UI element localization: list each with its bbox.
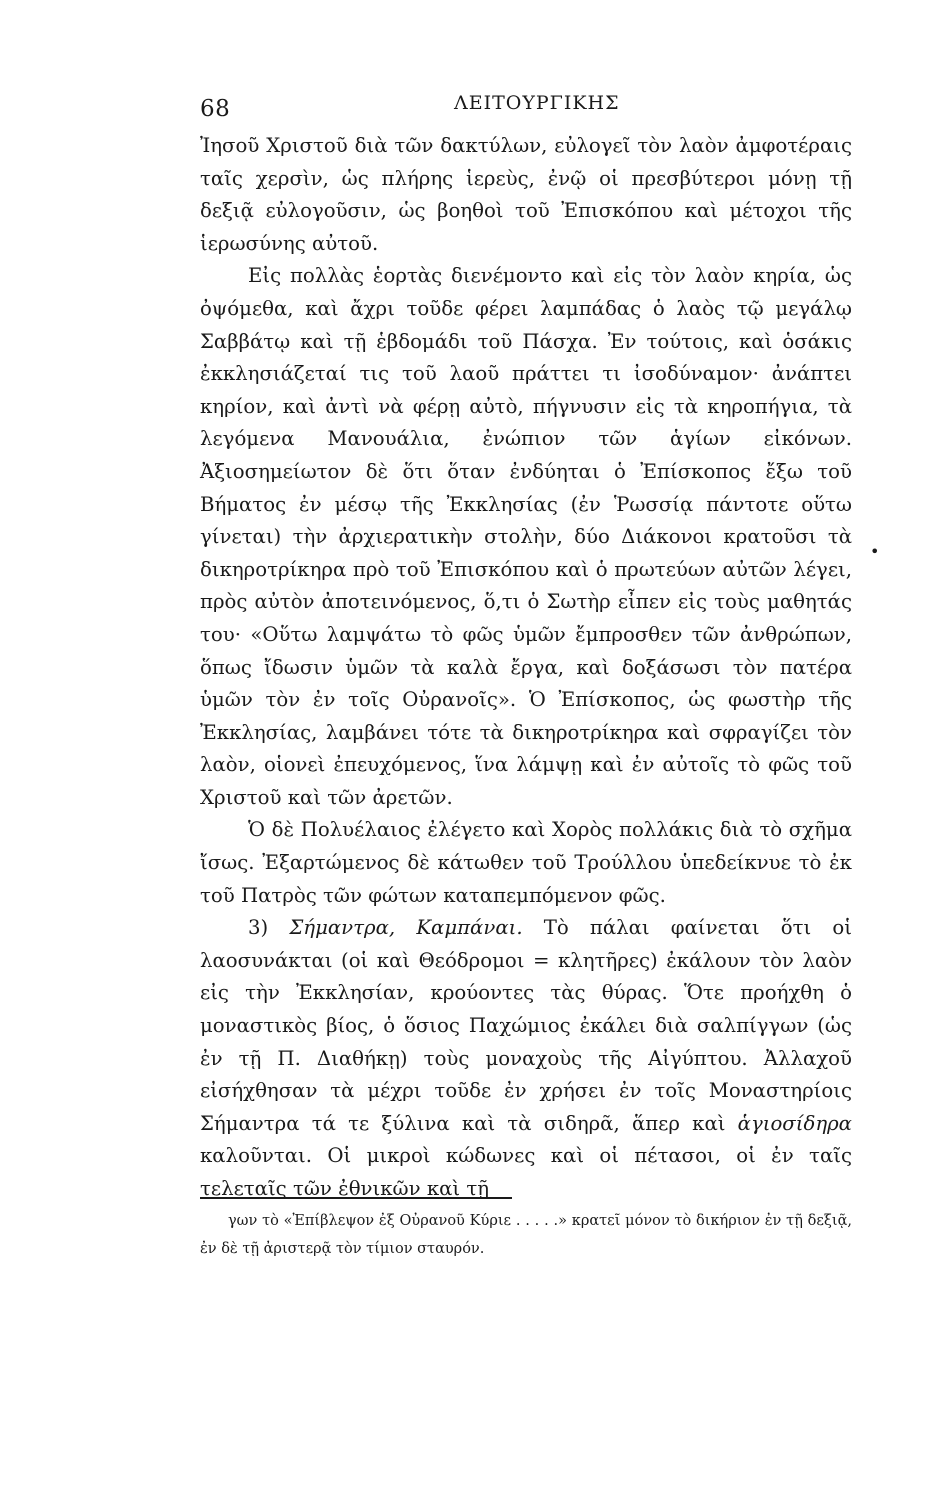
- page-header: [200, 92, 860, 132]
- footnotes: [200, 1207, 852, 1263]
- section-text-end: καλοῦνται. Οἱ μικροὶ κώδωνες καὶ οἱ πέτασοι, οἱ ἐν ταῖς τελεταῖς τῶν ἐθνικῶν καὶ τῇ: [200, 1144, 852, 1200]
- running-head: ΛΕΙΤΟΥΡΓΙΚΗΣ: [454, 92, 620, 114]
- footnote-divider: [200, 1197, 512, 1199]
- section-number: 3): [248, 916, 269, 940]
- page-number: 68: [200, 96, 231, 122]
- paragraph-semantra: [200, 912, 852, 1205]
- section-text: Τὸ πάλαι φαίνεται ὅτι οἱ λαοσυνάκται (οἱ καὶ Θεόδρομοι = κλητῆρες) ἐκάλουν τὸν λαὸν εἰς τὴν Ἐκκλησίαν, κρούοντες τὰς θύρας. Ὅτε προήχθη ὁ μοναστικὸς βίος, ὁ ὅσιος Παχώμιος ἐκάλει διὰ σαλπίγγων (ὡς ἐν τῇ Π. Διαθήκῃ) τοὺς μοναχοὺς τῆς Αἰγύπτου. Ἀλλαχοῦ εἰσήχθησαν τὰ μέχρι τοῦδε ἐν χρήσει ἐν τοῖς Μοναστηρίοις Σήμαντρα τά τε ξύλινα καὶ τὰ σιδηρᾶ, ἅπερ καὶ: [200, 916, 852, 1135]
- body-text: [200, 130, 852, 1206]
- margin-mark: •: [870, 542, 880, 561]
- paragraph-continued: Ἰησοῦ Χριστοῦ διὰ τῶν δακτύλων, εὐλογεῖ τὸν λαὸν ἀμφοτέραις ταῖς χερσὶν, ὡς πλήρης ἱερεὺς, ἐνῷ οἱ πρεσβύτεροι μόνῃ τῇ δεξιᾷ εὐλογοῦσιν, ὡς βοηθοὶ τοῦ Ἐπισκόπου καὶ μέτοχοι τῆς ἱερωσύνης αὐτοῦ.: [200, 134, 852, 255]
- paragraph-candles: Εἰς πολλὰς ἑορτὰς διενέμοντο καὶ εἰς τὸν λαὸν κηρία, ὡς ὀψόμεθα, καὶ ἄχρι τοῦδε φέρει λαμπάδας ὁ λαὸς τῷ μεγάλῳ Σαββάτῳ καὶ τῇ ἑβδομάδι τοῦ Πάσχα. Ἐν τούτοις, καὶ ὁσάκις ἐκκλησιάζεταί τις τοῦ λαοῦ πράττει τι ἰσοδύναμον· ἀνάπτει κηρίον, καὶ ἀντὶ νὰ φέρῃ αὐτὸ, πήγνυσιν εἰς τὰ κηροπήγια, τὰ λεγόμενα Μανουάλια, ἐνώπιον τῶν ἁγίων εἰκόνων. Ἀξιοσημείωτον δὲ ὅτι ὅταν ἐνδύηται ὁ Ἐπίσκοπος ἔξω τοῦ Βήματος ἐν μέσῳ τῆς Ἐκκλησίας (ἐν Ῥωσσίᾳ πάντοτε οὕτω γίνεται) τὴν ἀρχιερατικὴν στολὴν, δύο Διάκονοι κρατοῦσι τὰ δικηροτρίκηρα πρὸ τοῦ Ἐπισκόπου καὶ ὁ πρωτεύων αὐτῶν λέγει, πρὸς αὐτὸν ἀποτεινόμενος, ὅ,τι ὁ Σωτὴρ εἶπεν εἰς τοὺς μαθητάς του· «Οὕτω λαμψάτω τὸ φῶς ὑμῶν ἔμπροσθεν τῶν ἀνθρώπων, ὅπως ἴδωσιν ὑμῶν τὰ καλὰ ἔργα, καὶ δοξάσωσι τὸν πατέρα ὑμῶν τὸν ἐν τοῖς Οὐρανοῖς». Ὁ Ἐπίσκοπος, ὡς φωστὴρ τῆς Ἐκκλησίας, λαμβάνει τότε τὰ δικηροτρίκηρα καὶ σφραγίζει τὸν λαὸν, οἱονεὶ ἐπευχόμενος, ἵνα λάμψῃ καὶ ἐν αὐτοῖς τὸ φῶς τοῦ Χριστοῦ καὶ τῶν ἀρετῶν.: [200, 264, 852, 809]
- paragraph-polyeleos: Ὁ δὲ Πολυέλαιος ἐλέγετο καὶ Χορὸς πολλάκις διὰ τὸ σχῆμα ἴσως. Ἐξαρτώμενος δὲ κάτωθεν τοῦ Τρούλλου ὑπεδείκνυε τὸ ἐκ τοῦ Πατρὸς τῶν φώτων καταπεμπόμενον φῶς.: [200, 818, 852, 907]
- footnote-text: γων τὸ «Ἐπίβλεψον ἐξ Οὐρανοῦ Κύριε . . . . .» κρατεῖ μόνον τὸ δικήριον ἐν τῇ δεξιᾷ, ἐν δὲ τῇ ἀριστερᾷ τὸν τίμιον σταυρόν.: [200, 1213, 852, 1257]
- italic-term: ἁγιοσίδηρα: [737, 1111, 852, 1135]
- section-heading: Σήμαντρα, Καμπάναι.: [289, 916, 523, 940]
